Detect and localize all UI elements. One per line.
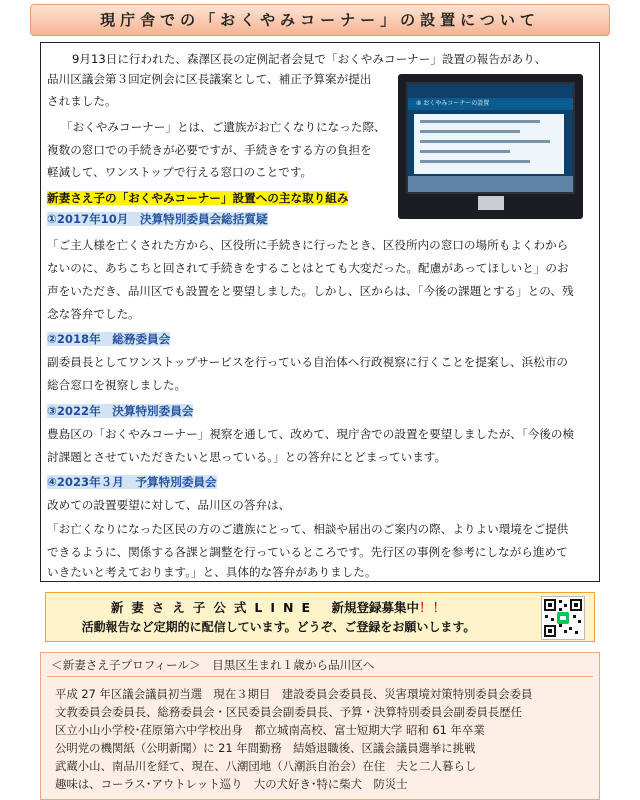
profile-line-4: 公明党の機関紙（公明新聞）に 21 年間勤務 結婚退職後、区議会議員選挙に挑戦 (55, 741, 476, 755)
photo-line (420, 140, 550, 143)
item-3-line-1: 豊島区の「おくやみコーナー」視察を通して、改めて、現庁舎での設置を要望しましたが、「今後の検 (47, 427, 575, 441)
item-heading-text: ④2023年３月 予算特別委員会 (47, 475, 217, 489)
item-heading-3 (47, 401, 193, 420)
photo-line (420, 150, 510, 153)
profile-divider (47, 676, 593, 677)
photo-screen (406, 82, 575, 194)
item-1-line-2: ないのに、あちこちと回されて手続きをすることはとても大変だった。配慮があってほしいと」のお (47, 261, 569, 275)
item-4-line-4: いきたいと考えております。」と、具体的な答弁がありました。 (47, 565, 377, 579)
qr-code-icon (542, 597, 584, 639)
line-qr-code[interactable] (541, 596, 585, 640)
profile-box (40, 652, 600, 800)
profile-line-5: 武蔵小山、南品川を経て、現在、八潮団地（八潮浜自治会）在住 夫と二人暮らし (55, 759, 477, 773)
item-4-line-1: 改めての設置要望に対して、品川区の答弁は、 (47, 498, 291, 512)
photo-line (420, 160, 530, 163)
item-heading-text: ①2017年10月 決算特別委員会総括質疑 (47, 212, 268, 226)
line-banner-main (46, 598, 511, 616)
line-exclamation: ！！ (419, 600, 447, 615)
press-conference-photo (398, 74, 583, 219)
intro-line-2: 品川区議会第３回定例会に区長議案として、補正予算案が提出 (47, 72, 372, 86)
profile-line-3: 区立小山小学校･荏原第六中学校出身 都立城南高校、富士短期大学 昭和 61 年卒業 (55, 723, 485, 737)
photo-line (420, 130, 520, 133)
photo-skyline (408, 176, 573, 192)
line-banner-sub: 活動報告など定期的に配信しています。どうぞ、ご登録をお願いします。 (81, 620, 476, 634)
profile-heading: ＜新妻さえ子プロフィール＞ 目黒区生まれ１歳から品川区へ (51, 658, 375, 672)
item-heading-text: ②2018年 総務委員会 (47, 332, 171, 346)
item-heading-4 (47, 472, 217, 491)
page-title: 現庁舎での「おくやみコーナー」の設置について (100, 11, 540, 29)
item-4-line-2: 「お亡くなりになった区民の方のご遺族にとって、相談や届出のご案内の際、よりよい環境をご提供 (47, 522, 569, 536)
item-2-line-1: 副委員長としてワンストップサービスを行っている自治体へ行政視察に行くことを提案し、浜松市の (47, 355, 569, 369)
item-heading-2 (47, 329, 170, 348)
item-1-line-4: 念な答弁でした。 (47, 307, 140, 321)
profile-line-1: 平成 27 年区議会議員初当選 現在３期目 建設委員会委員長、災害環境対策特別委員会委員 (55, 687, 533, 701)
item-heading-text: ③2022年 決算特別委員会 (47, 404, 194, 418)
photo-line (420, 120, 540, 123)
intro-line-6: 軽減して、ワンストップで行える窓口のことです。 (47, 165, 313, 179)
item-heading-1 (47, 209, 268, 228)
monitor-stand (478, 196, 504, 210)
item-3-line-2: 討課題とさせていただきたいと思っている。」との答弁にとどまっています。 (47, 450, 447, 464)
intro-highlight (47, 188, 348, 207)
line-new-registration: 新規登録募集中 (331, 600, 420, 615)
intro-line-4: 「おくやみコーナー」とは、ご遺族がお亡くなりになった際、 (61, 120, 386, 134)
item-4-line-3: できるように、関係する各課と調整を行っているところです。先行区の事例を参考にしながら進めて (47, 545, 568, 559)
intro-line-1: 9月13日に行われた、森澤区長の定例記者会見で「おくやみコーナー」設置の報告があり、 (72, 52, 547, 66)
item-2-line-2: 総合窓口を視察しました。 (47, 378, 187, 392)
intro-line-5: 複数の窓口での手続きが必要ですが、手続きをする方の負担を (47, 143, 372, 157)
item-1-line-3: 声をいただき、品川区でも設置をと要望しました。しかし、区からは、「今後の課題とする」との、残 (47, 284, 574, 298)
line-banner (45, 592, 595, 642)
intro-line-3: されました。 (47, 94, 117, 108)
intro-highlight-text: 新妻さえ子の「おくやみコーナー」設置への主な取り組み (47, 191, 349, 205)
photo-slide-title: ④ おくやみコーナーの設置 (416, 100, 490, 107)
line-official-text: 新妻さえ子公式LINE (110, 600, 319, 615)
page-header (30, 4, 610, 36)
photo-title-bar (408, 98, 573, 110)
photo-slide-panel (414, 114, 564, 174)
profile-line-6: 趣味は、コーラス･アウトレット巡り 大の犬好き･特に柴犬 防災士 (55, 777, 408, 791)
item-1-line-1: 「ご主人様を亡くされた方から、区役所に手続きに行ったとき、区役所内の窓口の場所もよくわから (47, 238, 569, 252)
profile-line-2: 文教委員会委員長、総務委員会・区民委員会副委員長、予算・決算特別委員会副委員長歴任 (55, 705, 523, 719)
